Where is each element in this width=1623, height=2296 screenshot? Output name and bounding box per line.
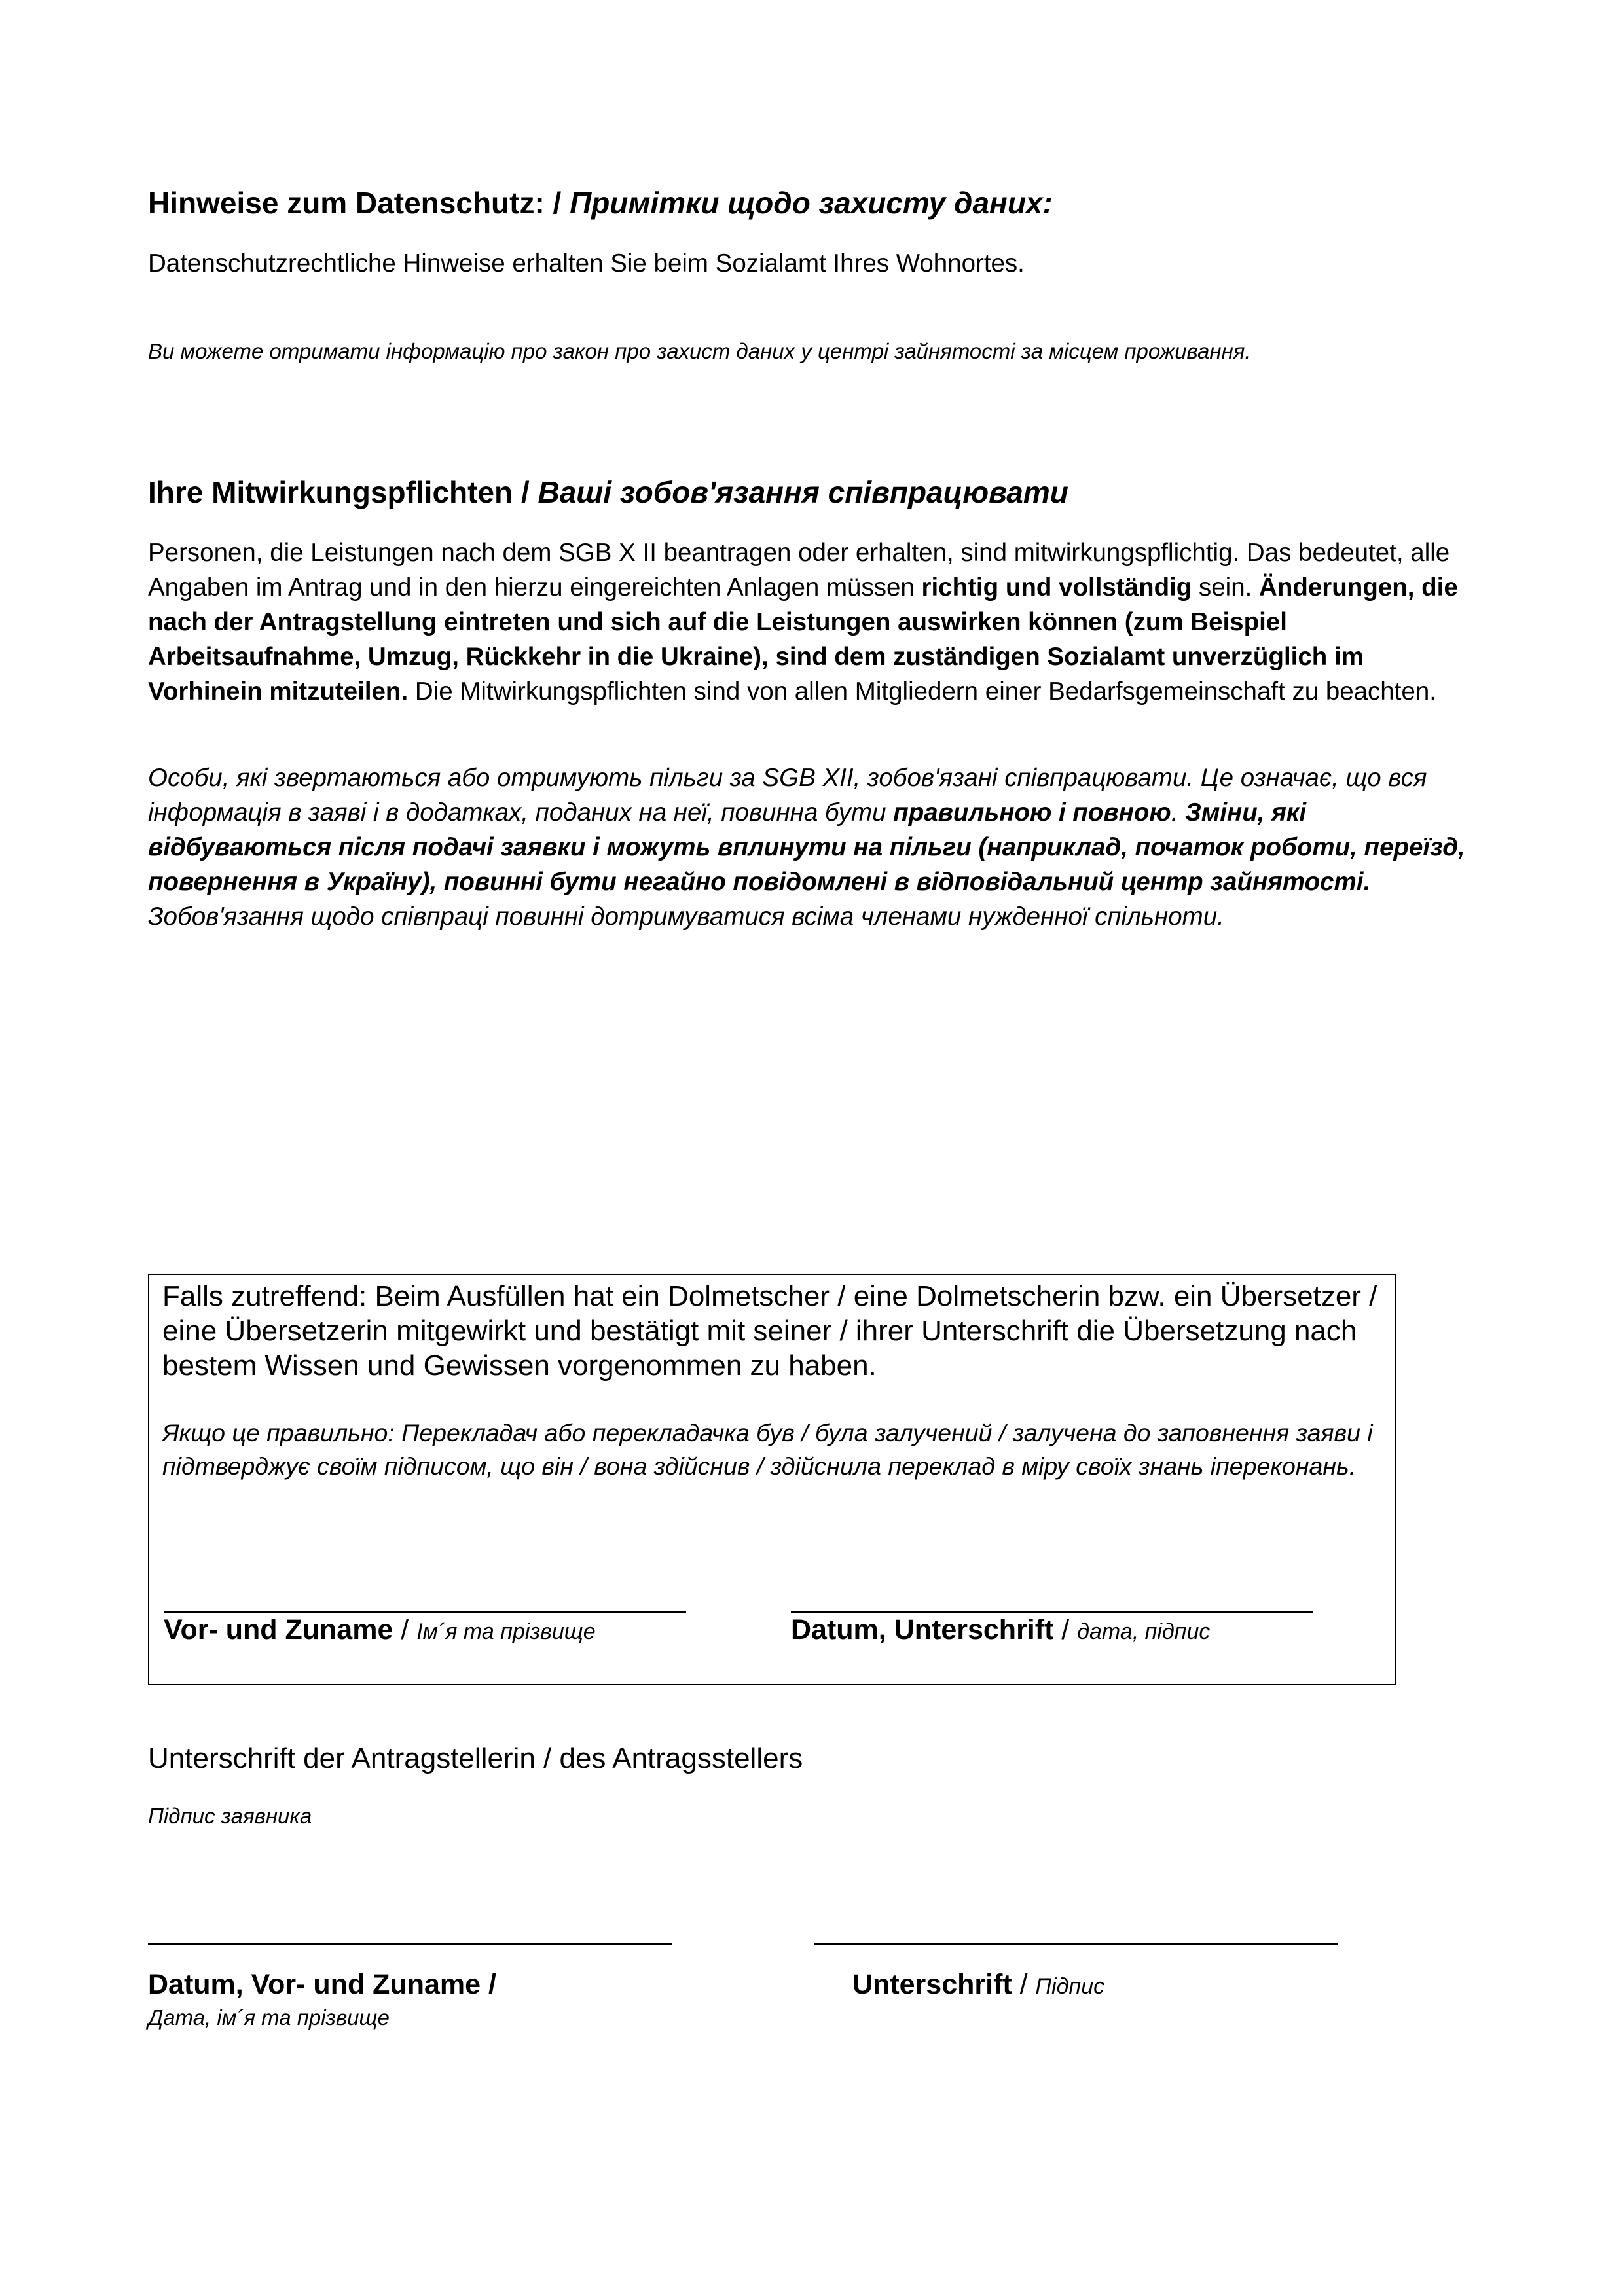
interpreter-text-uk: Якщо це правильно: Перекладач або перекладачка був / була залучений / залучена до заповнення заяви і підтверджує своїм підписом, що він / вона здійснив / здійснила переклад в міру своїх знань іпереконань. [162, 1419, 1373, 1480]
duties-paragraph-uk [148, 761, 1484, 934]
applicant-signature-label [852, 1967, 1104, 2003]
privacy-text-de: Datenschutzrechtliche Hinweise erhalten Sie beim Sozialamt Ihres Wohnortes. [148, 249, 1025, 278]
duties-de-text-2: sein. [1199, 573, 1252, 601]
interpreter-name-label-de: Vor- und Zuname [164, 1614, 393, 1645]
interpreter-name-label-uk: Ім´я та прізвище [416, 1619, 596, 1644]
applicant-signature-heading: Unterschrift der Antragstellerin / des Antragsstellers [148, 1742, 803, 1774]
privacy-heading [148, 185, 1053, 221]
duties-paragraph-de [148, 535, 1484, 709]
duties-uk-bold-2: Зміни, які відбуваються після подачі заявки і можуть вплинути на пільги (наприклад, початок роботи, переїзд, повернення в Україну), повинні бути негайно повідомлені в відповідальний центр зайнятості. [148, 798, 1465, 896]
privacy-text-uk: Ви можете отримати інформацію про закон про захист даних у центрі зайнятості за місцем проживання. [148, 339, 1251, 363]
privacy-heading-uk: Примітки щодо захисту даних: [570, 186, 1053, 220]
applicant-signature-label-sep: / [1012, 1969, 1036, 2000]
duties-uk-bold-1: правильною і повною [893, 798, 1171, 827]
interpreter-date-label [791, 1613, 1210, 1649]
privacy-heading-de: Hinweise zum Datenschutz: / [148, 186, 562, 220]
interpreter-name-label [164, 1613, 596, 1649]
interpreter-date-label-de: Datum, Unterschrift [791, 1614, 1054, 1645]
interpreter-date-label-sep: / [1053, 1614, 1078, 1645]
duties-uk-text-2: . [1171, 798, 1178, 827]
duties-de-text-1: Personen, die Leistungen nach dem SGB X II beantragen oder erhalten, sind mitwirkungspflichtig. Das bedeutet, alle Angaben im Antrag und in den hierzu eingereichten Anlagen müssen [148, 539, 1450, 601]
applicant-signature-heading-uk: Підпис заявника [148, 1804, 312, 1828]
duties-de-text-3: Die Mitwirkungspflichten sind von allen Mitgliedern einer Bedarfsgemeinschaft zu beachten. [414, 677, 1436, 706]
applicant-date-name-label: Datum, Vor- und Zuname / [148, 1969, 496, 2000]
interpreter-box [148, 1274, 1396, 1685]
duties-de-bold-1: richtig und vollständig [921, 573, 1192, 601]
duties-uk-text-3: Зобов'язання щодо співпраці повинні дотримуватися всіма членами нужденної спільноти. [148, 903, 1224, 931]
applicant-date-name-line[interactable] [148, 1943, 672, 1945]
applicant-signature-label-de: Unterschrift [852, 1969, 1012, 2000]
duties-de-bold-2: Änderungen, die nach der Antragstellung eintreten und sich auf die Leistungen auswirken können (zum Beispiel Arbeitsaufnahme, Umzug, Rückkehr in die Ukraine), sind dem zuständigen Sozialamt unverzüglich im Vorhinein mitzuteilen. [148, 573, 1458, 706]
interpreter-text-de: Falls zutreffend: Beim Ausfüllen hat ein Dolmetscher / eine Dolmetscherin bzw. ein Übersetzer / eine Übersetzerin mitgewirkt und bestätigt mit seiner / ihrer Unterschrift die Übersetzung nach bestem Wissen und Gewissen vorgenommen zu haben. [162, 1280, 1377, 1382]
applicant-signature-line[interactable] [814, 1943, 1338, 1945]
interpreter-name-label-sep: / [393, 1614, 417, 1645]
applicant-signature-label-uk: Підпис [1035, 1974, 1105, 1999]
duties-uk-text-1: Особи, які звертаються або отримують пільги за SGB XII, зобов'язані співпрацювати. Це означає, що вся інформація в заяві і в додатках, поданих на неї, повинна бути [148, 764, 1427, 827]
interpreter-date-label-uk: дата, підпис [1077, 1619, 1211, 1644]
duties-heading-uk: Ваші зобов'язання співпрацювати [538, 475, 1068, 509]
applicant-date-name-label-uk: Дата, ім´я та прізвище [148, 2005, 390, 2030]
duties-heading [148, 474, 1068, 511]
duties-heading-de: Ihre Mitwirkungspflichten / [148, 475, 530, 509]
